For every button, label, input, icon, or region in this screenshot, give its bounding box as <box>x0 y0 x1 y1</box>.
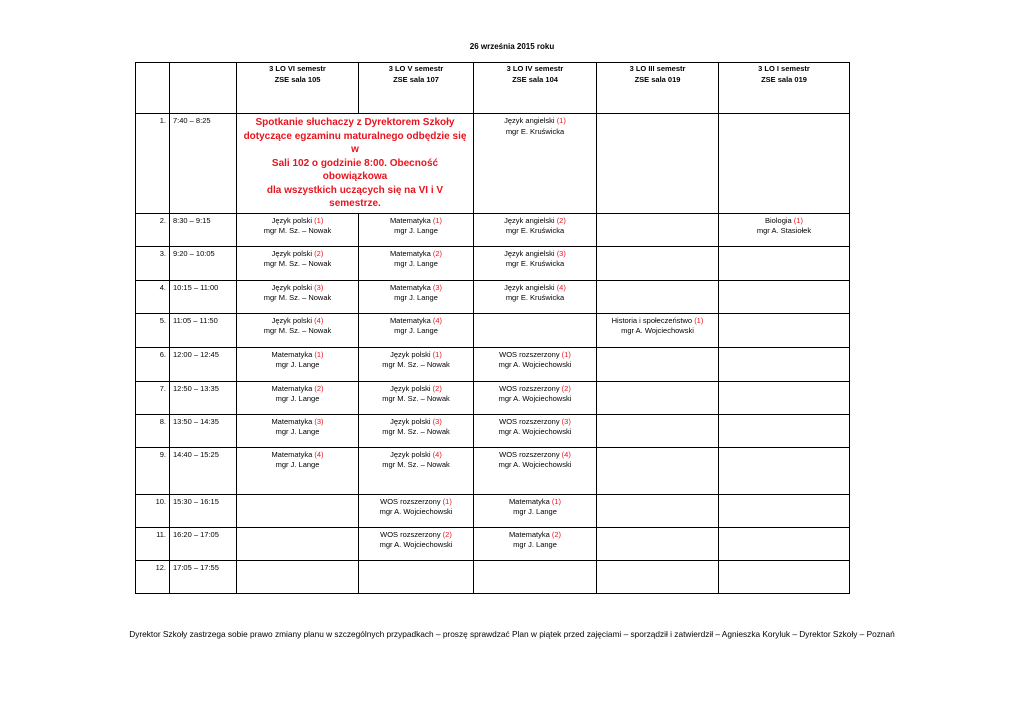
lesson-cell <box>474 313 597 347</box>
lesson-count: (2) <box>314 248 324 258</box>
lesson-number: 8. <box>136 414 170 447</box>
lesson-cell <box>474 447 597 494</box>
subject-name: Biologia <box>765 215 792 225</box>
lesson-count: (2) <box>432 248 443 258</box>
subject-name: Matematyka <box>271 383 313 393</box>
lesson-cell <box>719 560 850 593</box>
teacher-name: mgr J. Lange <box>394 293 438 302</box>
subject-name: WOS rozszerzony <box>380 496 441 506</box>
lesson-cell <box>359 447 474 494</box>
header-class-2: 3 LO V semestr ZSE sala 107 <box>359 63 474 114</box>
teacher-name: mgr E. Kruświcka <box>505 293 565 302</box>
lesson-cell <box>597 527 719 560</box>
lesson-cell <box>474 280 597 313</box>
lesson-cell <box>237 280 359 313</box>
lesson-cell <box>359 213 474 246</box>
lesson-cell <box>237 213 359 246</box>
subject-name: WOS rozszerzony <box>499 416 560 426</box>
teacher-name: mgr M. Sz. – Nowak <box>382 394 450 403</box>
lesson-time: 15:30 – 16:15 <box>170 494 237 527</box>
subject-name: Język polski <box>390 416 431 426</box>
lesson-cell <box>474 381 597 414</box>
subject-name: Matematyka <box>271 449 313 459</box>
subject-name: Język polski <box>390 349 431 359</box>
lesson-number: 5. <box>136 313 170 347</box>
subject-name: Język polski <box>271 282 313 292</box>
teacher-name: mgr J. Lange <box>275 394 320 403</box>
subject-name: Język angielski <box>504 116 555 125</box>
subject-name: WOS rozszerzony <box>499 383 560 393</box>
teacher-name: mgr M. Sz. – Nowak <box>382 360 450 369</box>
lesson-cell <box>359 527 474 560</box>
teacher-name: mgr J. Lange <box>275 460 320 469</box>
table-row <box>136 560 850 593</box>
announcement-line: Spotkanie słuchaczy z Dyrektorem Szkoły <box>255 117 455 128</box>
table-row <box>136 246 850 280</box>
lesson-cell <box>474 527 597 560</box>
lesson-cell <box>719 414 850 447</box>
subject-name: Matematyka <box>389 215 431 225</box>
lesson-cell <box>719 246 850 280</box>
teacher-name: mgr J. Lange <box>513 540 557 549</box>
lesson-count: (2) <box>561 383 571 393</box>
teacher-name: mgr A. Wojciechowski <box>498 460 572 469</box>
lesson-cell <box>719 494 850 527</box>
lesson-cell <box>597 280 719 313</box>
lesson-cell <box>237 560 359 593</box>
teacher-name: mgr J. Lange <box>394 326 438 335</box>
lesson-cell <box>597 381 719 414</box>
lesson-count: (2) <box>556 215 566 225</box>
lesson-count: (3) <box>561 416 571 426</box>
lesson-count: (3) <box>314 282 324 292</box>
teacher-name: mgr J. Lange <box>394 259 438 268</box>
lesson-count: (4) <box>432 449 442 459</box>
subject-name: Język angielski <box>504 282 555 292</box>
announcement-line: dotyczące egzaminu maturalnego odbędzie się w <box>243 130 467 155</box>
lesson-count: (3) <box>556 248 566 258</box>
header-row <box>136 63 850 114</box>
header-class-3: 3 LO IV semestr ZSE sala 104 <box>474 63 597 114</box>
schedule-date: 26 września 2015 roku <box>469 42 555 51</box>
teacher-name: mgr M. Sz. – Nowak <box>382 427 450 436</box>
lesson-cell <box>237 414 359 447</box>
subject-name: Język angielski <box>504 248 555 258</box>
subject-name: Język polski <box>271 248 313 258</box>
lesson-cell <box>597 560 719 593</box>
lesson-time: 16:20 – 17:05 <box>170 527 237 560</box>
subject-name: Matematyka <box>508 496 550 506</box>
subject-name: Matematyka <box>271 349 313 359</box>
header-class-1: 3 LO VI semestr ZSE sala 105 <box>237 63 359 114</box>
teacher-name: mgr J. Lange <box>394 226 438 235</box>
lesson-cell <box>359 347 474 381</box>
lesson-cell <box>719 280 850 313</box>
lesson-cell <box>359 280 474 313</box>
lesson-cell <box>474 560 597 593</box>
teacher-name: mgr M. Sz. – Nowak <box>382 460 450 469</box>
table-row <box>136 280 850 313</box>
subject-name: WOS rozszerzony <box>380 529 441 539</box>
teacher-name: mgr M. Sz. – Nowak <box>263 293 332 302</box>
lesson-cell <box>474 114 597 214</box>
lesson-count: (3) <box>432 416 442 426</box>
lesson-cell <box>597 114 719 214</box>
lesson-cell <box>597 347 719 381</box>
lesson-cell <box>237 447 359 494</box>
lesson-count: (3) <box>432 282 443 292</box>
lesson-cell <box>597 494 719 527</box>
lesson-count: (4) <box>561 449 571 459</box>
subject-name: Matematyka <box>389 315 431 325</box>
subject-name: Język polski <box>271 315 313 325</box>
table-row <box>136 347 850 381</box>
lesson-cell <box>597 246 719 280</box>
lesson-count: (1) <box>793 215 803 225</box>
subject-name: Matematyka <box>271 416 313 426</box>
lesson-count: (1) <box>432 349 442 359</box>
lesson-count: (1) <box>694 315 704 325</box>
lesson-cell <box>474 414 597 447</box>
lesson-cell <box>597 447 719 494</box>
lesson-count: (2) <box>551 529 562 539</box>
lesson-cell <box>719 527 850 560</box>
lesson-count: (2) <box>314 383 324 393</box>
lesson-count: (1) <box>556 116 566 125</box>
teacher-name: mgr A. Wojciechowski <box>498 427 572 436</box>
lesson-cell <box>359 246 474 280</box>
lesson-cell <box>474 213 597 246</box>
lesson-count: (2) <box>432 383 442 393</box>
lesson-time: 9:20 – 10:05 <box>170 246 237 280</box>
footer-note: Dyrektor Szkoły zastrzega sobie prawo zmiany planu w szczególnych przypadkach – proszę sprawdzać Plan w piątek przed zajęciami – sporządził i zatwierdził – Agnieszka Koryluk – Dyrektor Szkoły – Poznań <box>129 629 895 639</box>
subject-name: Język polski <box>390 383 431 393</box>
lesson-cell <box>359 560 474 593</box>
lesson-count: (1) <box>551 496 562 506</box>
lesson-time: 14:40 – 15:25 <box>170 447 237 494</box>
lesson-cell <box>237 381 359 414</box>
teacher-name: mgr E. Kruświcka <box>505 259 565 268</box>
lesson-cell <box>359 414 474 447</box>
lesson-count: (1) <box>442 496 452 506</box>
lesson-time: 7:40 – 8:25 <box>170 114 237 214</box>
header-class-5: 3 LO I semestr ZSE sala 019 <box>719 63 850 114</box>
teacher-name: mgr E. Kruświcka <box>505 226 565 235</box>
lesson-time: 13:50 – 14:35 <box>170 414 237 447</box>
header-cell-num <box>136 63 170 114</box>
lesson-cell <box>597 414 719 447</box>
lesson-cell <box>237 527 359 560</box>
lesson-number: 11. <box>136 527 170 560</box>
subject-name: Matematyka <box>508 529 550 539</box>
table-row <box>136 381 850 414</box>
header-cell-time <box>170 63 237 114</box>
teacher-name: mgr E. Kruświcka <box>505 126 565 136</box>
table-row <box>136 494 850 527</box>
lesson-cell <box>237 347 359 381</box>
lesson-time: 11:05 – 11:50 <box>170 313 237 347</box>
lesson-count: (4) <box>314 449 324 459</box>
lesson-number: 7. <box>136 381 170 414</box>
teacher-name: mgr A. Wojciechowski <box>379 507 453 516</box>
schedule-table <box>135 62 850 594</box>
lesson-cell <box>237 313 359 347</box>
lesson-cell <box>359 313 474 347</box>
lesson-cell <box>237 246 359 280</box>
table-row <box>136 414 850 447</box>
lesson-time: 10:15 – 11:00 <box>170 280 237 313</box>
table-row <box>136 447 850 494</box>
announcement-line: Sali 102 o godzinie 8:00. Obecność obowiązkowa <box>271 157 439 182</box>
lesson-count: (1) <box>561 349 571 359</box>
teacher-name: mgr M. Sz. – Nowak <box>263 326 332 335</box>
teacher-name: mgr J. Lange <box>275 360 320 369</box>
teacher-name: mgr J. Lange <box>513 507 557 516</box>
subject-name: Język angielski <box>504 215 555 225</box>
lesson-time: 17:05 – 17:55 <box>170 560 237 593</box>
lesson-count: (1) <box>314 215 324 225</box>
subject-name: WOS rozszerzony <box>499 349 560 359</box>
lesson-cell <box>474 246 597 280</box>
lesson-number: 1. <box>136 114 170 214</box>
lesson-count: (1) <box>432 215 443 225</box>
lesson-cell <box>237 494 359 527</box>
teacher-name: mgr A. Wojciechowski <box>498 394 572 403</box>
lesson-count: (2) <box>442 529 452 539</box>
lesson-cell <box>597 313 719 347</box>
lesson-cell <box>719 313 850 347</box>
lesson-number: 10. <box>136 494 170 527</box>
lesson-cell <box>719 114 850 214</box>
lesson-cell <box>474 494 597 527</box>
lesson-time: 12:00 – 12:45 <box>170 347 237 381</box>
lesson-number: 12. <box>136 560 170 593</box>
teacher-name: mgr A. Wojciechowski <box>498 360 572 369</box>
table-row <box>136 213 850 246</box>
lesson-count: (4) <box>432 315 443 325</box>
header-class-4: 3 LO III semestr ZSE sala 019 <box>597 63 719 114</box>
lesson-count: (3) <box>314 416 324 426</box>
lesson-number: 2. <box>136 213 170 246</box>
subject-name: Język polski <box>390 449 431 459</box>
lesson-cell <box>474 347 597 381</box>
lesson-cell <box>719 447 850 494</box>
subject-name: Język polski <box>271 215 313 225</box>
teacher-name: mgr A. Wojciechowski <box>621 326 694 335</box>
teacher-name: mgr J. Lange <box>275 427 320 436</box>
lesson-cell <box>719 213 850 246</box>
table-row <box>136 114 850 214</box>
announcement-line: dla wszystkich uczących się na VI i V semestrze. <box>266 184 444 209</box>
lesson-cell <box>719 381 850 414</box>
subject-name: WOS rozszerzony <box>499 449 560 459</box>
lesson-cell <box>719 347 850 381</box>
lesson-number: 4. <box>136 280 170 313</box>
lesson-count: (4) <box>556 282 566 292</box>
lesson-cell <box>359 494 474 527</box>
subject-name: Matematyka <box>389 248 431 258</box>
lesson-time: 12:50 – 13:35 <box>170 381 237 414</box>
lesson-count: (4) <box>314 315 324 325</box>
lesson-cell <box>597 213 719 246</box>
lesson-cell <box>359 381 474 414</box>
lesson-number: 6. <box>136 347 170 381</box>
lesson-count: (1) <box>314 349 324 359</box>
subject-name: Historia i społeczeństwo <box>611 315 693 325</box>
announcement <box>237 114 474 214</box>
subject-name: Matematyka <box>389 282 431 292</box>
table-row <box>136 313 850 347</box>
teacher-name: mgr A. Stasiołek <box>756 226 812 235</box>
lesson-number: 9. <box>136 447 170 494</box>
table-row <box>136 527 850 560</box>
teacher-name: mgr M. Sz. – Nowak <box>263 259 332 268</box>
lesson-time: 8:30 – 9:15 <box>170 213 237 246</box>
lesson-number: 3. <box>136 246 170 280</box>
teacher-name: mgr A. Wojciechowski <box>379 540 453 549</box>
teacher-name: mgr M. Sz. – Nowak <box>263 226 332 235</box>
